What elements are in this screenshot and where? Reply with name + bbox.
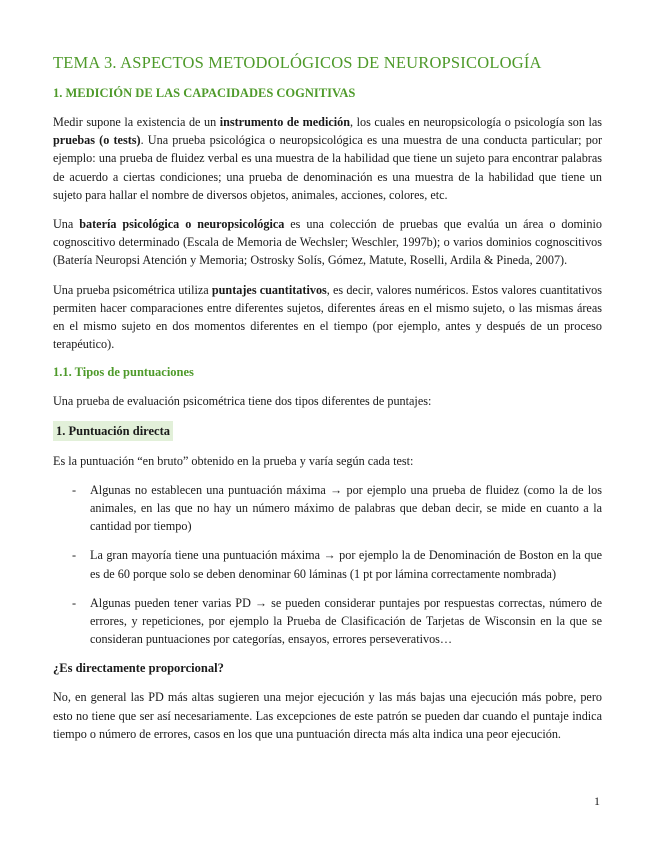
paragraph-psicometrica: Una prueba psicométrica utiliza puntajes cuantitativos, es decir, valores numéricos. Estos valores cuantitativos permiten hacer comparaciones entre diferentes sujetos, diferentes áreas en el mismo sujeto, o las mismas áreas en el mismo sujeto en dos momentos diferentes en el tiempo (por ejemplo, antes y después de un proceso terapéutico). [53, 282, 602, 352]
list-item: - Algunas pueden tener varias PD → se pueden considerar puntajes por respuestas correctas, número de errores, y repeticiones, por ejemplo la Prueba de Clasificación de Tarjetas de Wisconsin en la que se consideran puntuaciones por categorías, ensayos, errores perseverativos… [72, 595, 602, 647]
bold-term: pruebas (o tests) [53, 133, 141, 148]
list-item: - La gran mayoría tiene una puntuación máxima → por ejemplo la de Denominación de Boston en la que es de 60 porque solo se deben denominar 60 láminas (1 pt por lámina correctamente nombrada) [72, 548, 602, 581]
paragraph-medicion: Medir supone la existencia de un instrumento de medición, los cuales en neuropsicología o psicología son las pruebas (o tests). Una prueba psicológica o neuropsicológica es una muestra de una conducta particular; por ejemplo: una prueba de fluidez verbal es una muestra de la habilidad que tiene un sujeto para encontrar palabras de acuerdo a ciertas condiciones; una prueba de denominación es una muestra de la habilidad que tiene un sujeto para hallar el nombre de diversos objetos, animales, acciones, colores, etc. [53, 115, 602, 202]
paragraph-tipos: Una prueba de evaluación psicométrica tiene dos tipos diferentes de puntajes: [53, 394, 432, 409]
bullet-dash: - [72, 548, 77, 563]
question-heading: ¿Es directamente proporcional? [53, 661, 224, 676]
highlighted-heading: 1. Puntuación directa [53, 421, 173, 441]
document-title: TEMA 3. ASPECTOS METODOLÓGICOS DE NEUROPSICOLOGÍA [53, 53, 542, 72]
document-page [53, 52, 602, 743]
subsection-heading: 1.1. Tipos de puntuaciones [53, 365, 194, 380]
highlight-wrapper [53, 421, 602, 441]
bold-term: instrumento de medición [219, 115, 351, 129]
bold-term: batería psicológica o neuropsicológica [79, 217, 285, 232]
list-item: - Algunas no establecen una puntuación máxima → por ejemplo una prueba de fluidez (como la de los animales, en las que no hay un número máximo de palabras que deban decir, se mide en cuanto a la cantidad por tiempo) [72, 482, 602, 534]
bullet-dash: - [72, 482, 77, 497]
paragraph-proporcional: No, en general las PD más altas sugieren una mejor ejecución y las más bajas una ejecución más pobre, pero esto no tiene que ser así necesariamente. Las excepciones de este patrón se pueden dar cuando el puntaje indica tiempo o número de errores, casos en los que una puntuación directa más alta indica una peor ejecución. [53, 690, 602, 741]
section-heading: 1. MEDICIÓN DE LAS CAPACIDADES COGNITIVAS [53, 86, 356, 100]
paragraph-puntuacion-directa: Es la puntuación “en bruto” obtenido en la prueba y varía según cada test: [53, 453, 414, 468]
bold-term: puntajes cuantitativos [211, 282, 327, 297]
page-number: 1 [594, 794, 600, 808]
bullet-dash: - [72, 595, 77, 610]
paragraph-bateria: Una batería psicológica o neuropsicológica es una colección de pruebas que evalúa un área o dominio cognoscitivo determinado (Escala de Memoria de Wechsler; Weschler, 1997b); o varios dominios cognoscitivos (Batería Neuropsi Atención y Memoria; Ostrosky Solís, Gómez, Matute, Roselli, Ardila & Pineda, 2007). [53, 217, 602, 268]
bullet-list [53, 481, 602, 649]
